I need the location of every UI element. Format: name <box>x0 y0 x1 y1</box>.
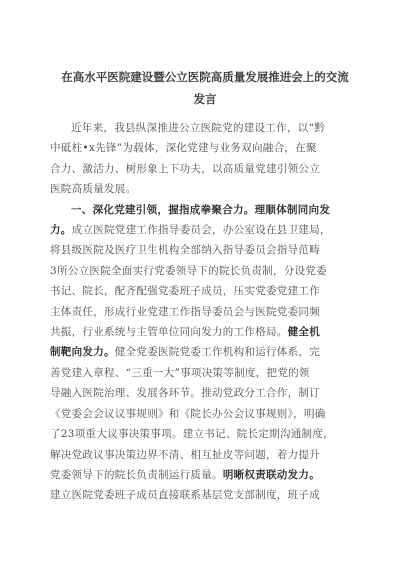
intro-line: 医院高质量发展。 <box>50 183 137 196</box>
subheading-3: 明晰权责联动发力。 <box>222 468 321 481</box>
intro-line: 中砥柱•x先锋”为载体，深化党建与业务双向融合，在聚 <box>50 142 317 155</box>
section-1-line: 书记、院长，配齐配强党委班子成员，压实党委党建工作 <box>50 285 320 298</box>
section-1-paragraph <box>50 200 360 506</box>
document-title <box>50 66 360 88</box>
title-line-2: 发言 <box>193 92 217 106</box>
section-1-line <box>50 322 360 342</box>
title-line-1: 在高水平医院建设暨公立医院高质量发展推进会上的交流 <box>61 70 349 84</box>
section-1-line: 3所公立医院全面实行党委领导下的院长负责制，分设党委 <box>50 264 327 277</box>
section-1-heading-line <box>50 200 360 220</box>
intro-paragraph <box>50 118 360 200</box>
section-1-line: 善党建入章程、“三重一大”事项决策等制度，把党的领 <box>50 366 310 379</box>
section-1-line <box>50 465 360 485</box>
intro-line: 合力、激活力、树形象上下功夫，以高质量党建引领公立 <box>50 162 320 175</box>
section-1-line: 建立医院党委班子成员直接联系基层党支部制度，班子成 <box>50 489 320 502</box>
section-1-text: 健全党委医院党委工作机构和运行体系，完 <box>114 346 321 359</box>
section-1-text: 党委领导下的院长负责制运行质量。 <box>50 468 223 481</box>
section-1-line <box>50 342 360 362</box>
section-1-line: 解决党政议事决策边界不清、相互扯皮等问题，着力提升 <box>50 448 320 461</box>
section-1-heading: 一、深化党建引领，握指成拳聚合力。理顺体制同向发 <box>71 203 331 216</box>
section-1-line <box>50 220 360 240</box>
section-1-heading-cont: 力。 <box>50 224 72 237</box>
section-1-line: 《党委会会议议事规则》和《院长办公会议事规则》，明确 <box>50 407 326 420</box>
section-1-line: 了23项重大议事决策事项。建立书记、院长定期沟通制度， <box>50 428 334 441</box>
document-title-cont <box>50 88 360 110</box>
section-1-line: 将县级医院及医疗卫生机构全部纳入指导委员会指导范畴 <box>50 244 320 257</box>
subheading-2-cont: 制靶向发力。 <box>50 346 115 359</box>
subheading-2: 健全机 <box>287 326 321 339</box>
section-1-line: 主体责任，形成行业党建工作指导委员会与医院党委同频 <box>50 305 320 318</box>
section-1-text: 共振，行业系统与主管单位同向发力的工作格局。 <box>50 326 288 339</box>
section-1-line: 导融入医院治理、发展各环节。推动党政分工合作，制订 <box>50 387 320 400</box>
section-1-text: 成立医院党建工作指导委员会，办公室设在县卫建局， <box>71 224 331 237</box>
intro-line: 近年来，我县纵深推进公立医院党的建设工作，以“黔 <box>71 122 326 134</box>
